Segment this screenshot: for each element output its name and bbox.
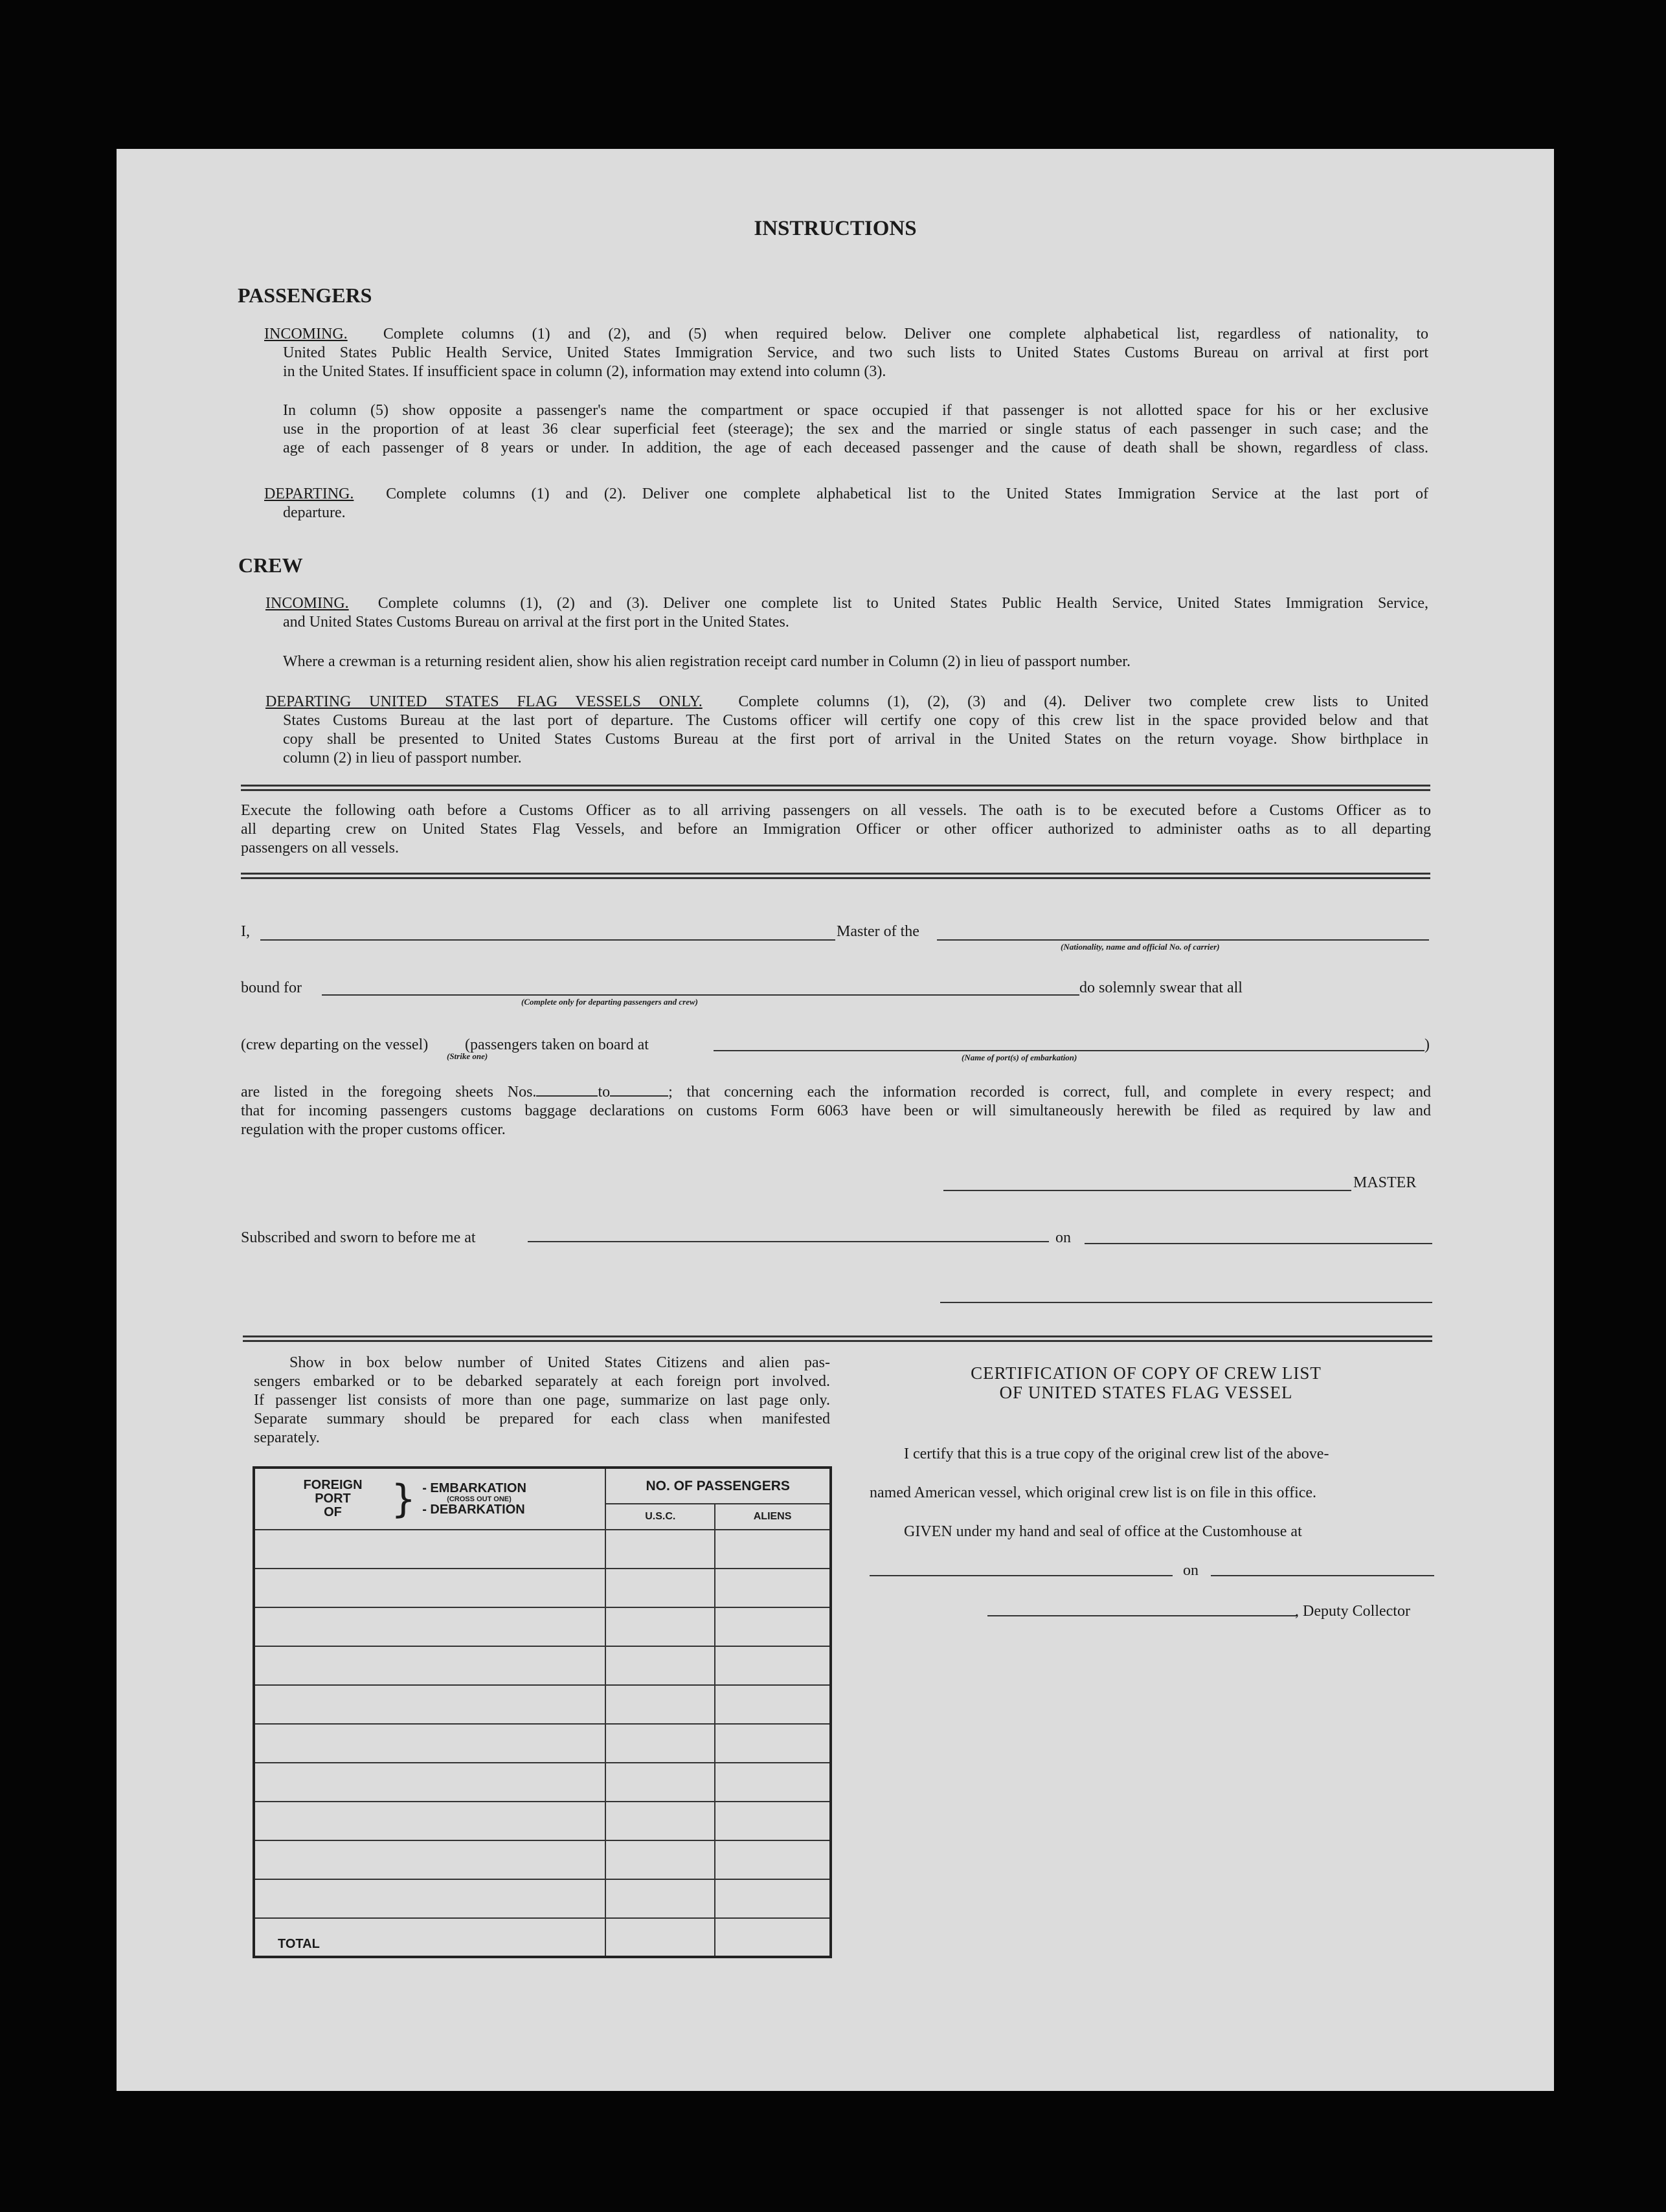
- passengers-incoming-block: [264, 325, 1428, 344]
- usc-cell[interactable]: [605, 1802, 715, 1840]
- crew-incoming-block: [265, 594, 1428, 613]
- sworn-place-field[interactable]: [528, 1241, 1049, 1242]
- certification-title: [861, 1363, 1431, 1402]
- listed-line: [241, 1082, 1431, 1139]
- ports-hint: (Name of port(s) of embarkation): [962, 1053, 1077, 1062]
- crew-incoming-label: INCOMING.: [265, 595, 349, 612]
- aliens-cell[interactable]: [715, 1530, 831, 1569]
- column5-line: In column (5) show opposite a passenger's name the compartment or space occupied if that passenger is not allotted space for his or her exclusive: [283, 402, 1428, 419]
- resident-alien-line: Where a crewman is a returning resident alien, show his alien registration receipt card number in Column (2) in lieu of passport number.: [283, 653, 1131, 670]
- crew-departing-label: DEPARTING UNITED STATES FLAG VESSELS ONLY.: [265, 693, 703, 710]
- carrier-hint: (Nationality, name and official No. of carrier): [1061, 942, 1220, 952]
- master-label: MASTER: [1353, 1174, 1417, 1191]
- master-name-field[interactable]: [260, 939, 835, 941]
- oath-i-label: I,: [241, 923, 250, 940]
- aliens-cell[interactable]: [715, 1569, 831, 1607]
- crew-departing-line: Complete columns (1), (2), (3) and (4). Deliver two complete crew lists to United: [738, 693, 1429, 710]
- oath-intro: [241, 801, 1431, 858]
- port-cell[interactable]: [254, 1685, 605, 1724]
- aliens-cell[interactable]: [715, 1763, 831, 1802]
- passengers-departing-line: Complete columns (1) and (2). Deliver one complete alphabetical list to the United States Immigration Service at the last port of: [386, 486, 1429, 502]
- bound-hint: (Complete only for departing passengers and crew): [521, 997, 698, 1007]
- aliens-total-cell[interactable]: [715, 1918, 831, 1957]
- master-signature-field[interactable]: [943, 1190, 1351, 1191]
- sheets-to-label: to: [598, 1084, 611, 1100]
- carrier-field[interactable]: [937, 939, 1429, 941]
- oath-intro-line: passengers on all vessels.: [241, 840, 399, 856]
- ports-field[interactable]: [714, 1050, 1424, 1051]
- port-header: FOREIGN PORT OF } - EMBARKATION (CROSS OUT ONE) - DEBARKATION: [254, 1468, 605, 1530]
- embarkation-option[interactable]: - EMBARKATION: [422, 1480, 526, 1495]
- listed-line-rest: ; that concerning each the information recorded is correct, full, and complete in every respect; and: [668, 1084, 1431, 1100]
- divider: [241, 785, 1430, 791]
- oath-intro-line: Execute the following oath before a Customs Officer as to all arriving passengers on all vessels. The oath is to be executed before a Customs Officer as to: [241, 802, 1431, 819]
- passengers-incoming-line: in the United States. If insufficient space in column (2), information may extend into column (3).: [283, 363, 886, 380]
- ports-close-paren: ): [1424, 1036, 1430, 1053]
- usc-cell[interactable]: [605, 1879, 715, 1918]
- foreign-label: FOREIGN: [303, 1478, 363, 1492]
- listed-sheets-label: are listed in the foregoing sheets Nos.: [241, 1084, 537, 1100]
- port-cell[interactable]: [254, 1879, 605, 1918]
- crew-incoming-line: Complete columns (1), (2) and (3). Deliver one complete list to United States Public Health Service, United States Immigration Service,: [377, 595, 1428, 612]
- certification-on-label: on: [1183, 1562, 1199, 1579]
- passengers-incoming-line: United States Public Health Service, United States Immigration Service, and two such lists to United States Customs Bureau on arrival at first port: [283, 344, 1428, 361]
- crew-heading: CREW: [238, 553, 303, 577]
- crew-departing-line: column (2) in lieu of passport number.: [283, 750, 522, 766]
- usc-cell[interactable]: [605, 1840, 715, 1879]
- usc-cell[interactable]: [605, 1685, 715, 1724]
- page-title: INSTRUCTIONS: [754, 217, 917, 240]
- aliens-header: ALIENS: [715, 1504, 831, 1530]
- master-of-the-label: Master of the: [837, 923, 919, 940]
- aliens-cell[interactable]: [715, 1685, 831, 1724]
- given-line: GIVEN under my hand and seal of office at the Customhouse at: [904, 1523, 1302, 1540]
- customhouse-field[interactable]: [870, 1575, 1173, 1576]
- aliens-cell[interactable]: [715, 1840, 831, 1879]
- no-of-passengers-header: NO. OF PASSENGERS: [605, 1468, 831, 1504]
- crew-departing-option[interactable]: (crew departing on the vessel): [241, 1036, 429, 1053]
- strike-one-hint: (Strike one): [447, 1051, 488, 1061]
- aliens-cell[interactable]: [715, 1646, 831, 1685]
- usc-header: U.S.C.: [605, 1504, 715, 1530]
- officer-signature-field[interactable]: [940, 1302, 1432, 1303]
- port-cell[interactable]: [254, 1763, 605, 1802]
- aliens-cell[interactable]: [715, 1879, 831, 1918]
- passengers-incoming-line: Complete columns (1) and (2), and (5) when required below. Deliver one complete alphabetical list, regardless of nationality, to: [383, 326, 1429, 342]
- of-label: OF: [324, 1505, 342, 1519]
- port-cell[interactable]: [254, 1840, 605, 1879]
- aliens-cell[interactable]: [715, 1607, 831, 1646]
- sheets-to-field[interactable]: [610, 1082, 668, 1097]
- passengers-departing-label: DEPARTING.: [264, 486, 354, 502]
- deputy-signature-field[interactable]: [987, 1615, 1297, 1616]
- summary-instructions-line: Separate summary should be prepared for each class when manifested: [254, 1411, 830, 1427]
- crew-departing-line: States Customs Bureau at the last port of departure. The Customs officer will certify one copy of this crew list in the space provided below and that: [283, 712, 1428, 729]
- passengers-incoming-label: INCOMING.: [264, 326, 348, 342]
- summary-instructions: [254, 1354, 830, 1447]
- certification-title-line: OF UNITED STATES FLAG VESSEL: [999, 1383, 1293, 1402]
- certification-title-line: CERTIFICATION OF COPY OF CREW LIST: [971, 1363, 1322, 1383]
- summary-instructions-line: sengers embarked or to be debarked separately at each foreign port involved.: [254, 1373, 830, 1390]
- port-cell[interactable]: [254, 1530, 605, 1569]
- listed-line-2: that for incoming passengers customs baggage declarations on customs Form 6063 have been or will simultaneously herewith be filed as required by law and: [241, 1102, 1431, 1119]
- oath-intro-line: all departing crew on United States Flag Vessels, and before an Immigration Officer or other officer authorized to administer oaths as to all departing: [241, 821, 1431, 838]
- swear-label: do solemnly swear that all: [1079, 979, 1243, 996]
- bound-for-field[interactable]: [322, 994, 1079, 996]
- passengers-taken-option[interactable]: (passengers taken on board at: [465, 1036, 649, 1053]
- crew-incoming-continuation: and United States Customs Bureau on arrival at the first port in the United States.: [283, 614, 789, 631]
- port-cell[interactable]: [254, 1607, 605, 1646]
- usc-cell[interactable]: [605, 1724, 715, 1763]
- column5-paragraph: [283, 401, 1428, 458]
- usc-cell[interactable]: [605, 1530, 715, 1569]
- column5-line: age of each passenger of 8 years or under. In addition, the age of each deceased passenger and the cause of death shall be shown, regardless of class.: [283, 440, 1428, 456]
- port-cell[interactable]: [254, 1802, 605, 1840]
- certification-date-field[interactable]: [1211, 1575, 1434, 1576]
- debarkation-option[interactable]: - DEBARKATION: [422, 1502, 525, 1517]
- subscribed-label: Subscribed and sworn to before me at: [241, 1229, 476, 1246]
- passengers-departing-block: [264, 485, 1428, 504]
- usc-cell[interactable]: [605, 1646, 715, 1685]
- sworn-date-field[interactable]: [1085, 1243, 1432, 1244]
- divider: [241, 873, 1430, 879]
- certify-line: I certify that this is a true copy of the original crew list of the above-: [904, 1446, 1329, 1462]
- usc-total-cell[interactable]: [605, 1918, 715, 1957]
- usc-cell[interactable]: [605, 1569, 715, 1607]
- port-cell[interactable]: [254, 1724, 605, 1763]
- passengers-incoming-continuation: [283, 344, 1428, 381]
- crew-departing-continuation: [283, 711, 1428, 768]
- cross-out-hint: (CROSS OUT ONE): [447, 1495, 512, 1503]
- sworn-on-label: on: [1055, 1229, 1071, 1246]
- port-cell[interactable]: [254, 1646, 605, 1685]
- aliens-cell[interactable]: [715, 1724, 831, 1763]
- passengers-heading: PASSENGERS: [238, 284, 372, 307]
- column5-line: use in the proportion of at least 36 clear superficial feet (steerage); the sex and the married or single status of each passenger in such case; and the: [283, 421, 1428, 438]
- passenger-summary-table: [253, 1466, 832, 1958]
- total-label: TOTAL: [254, 1918, 605, 1957]
- passengers-departing-continuation: departure.: [283, 504, 346, 521]
- aliens-cell[interactable]: [715, 1802, 831, 1840]
- divider: [243, 1335, 1432, 1342]
- usc-cell[interactable]: [605, 1607, 715, 1646]
- usc-cell[interactable]: [605, 1763, 715, 1802]
- listed-line-3: regulation with the proper customs officer.: [241, 1121, 506, 1138]
- port-cell[interactable]: [254, 1569, 605, 1607]
- deputy-collector-label: , Deputy Collector: [1295, 1603, 1410, 1620]
- crew-departing-line: copy shall be presented to United States Customs Bureau at the first port of arrival in the United States on the return voyage. Show birthplace in: [283, 731, 1428, 748]
- bound-for-label: bound for: [241, 979, 302, 996]
- summary-instructions-line: Show in box below number of United States Citizens and alien pas-: [289, 1354, 830, 1371]
- certify-line-2: named American vessel, which original crew list is on file in this office.: [870, 1484, 1317, 1501]
- crew-departing-block: [265, 693, 1428, 711]
- sheets-from-field[interactable]: [536, 1082, 598, 1097]
- summary-instructions-line: separately.: [254, 1429, 320, 1446]
- port-label: PORT: [315, 1491, 351, 1506]
- summary-instructions-line: If passenger list consists of more than one page, summarize on last page only.: [254, 1392, 830, 1409]
